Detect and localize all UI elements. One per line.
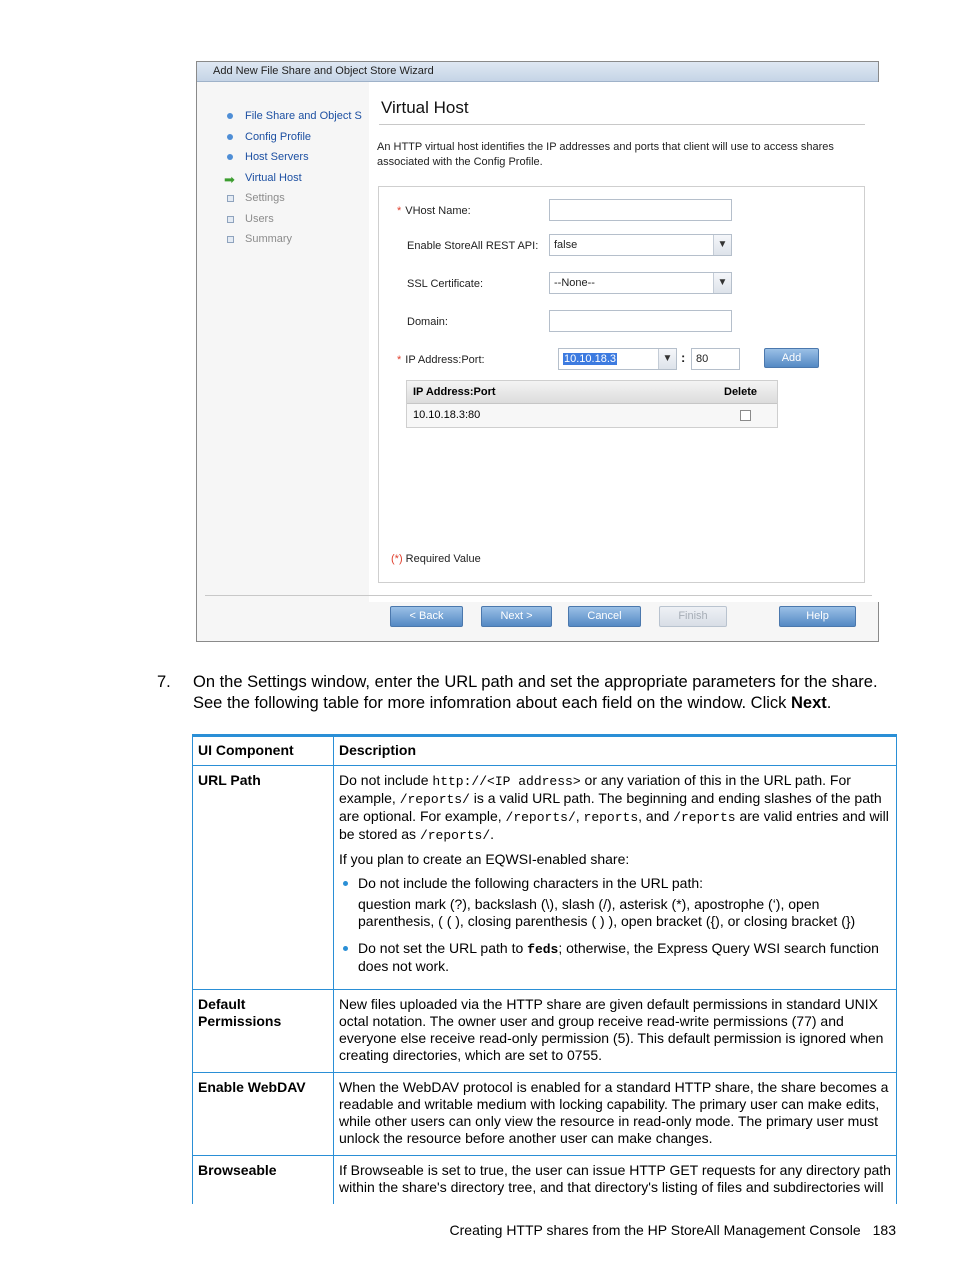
bullet-text: Do not include the following characters in the URL path:	[358, 875, 704, 891]
colon-separator: :	[681, 350, 686, 365]
url-path-paragraph-2: If you plan to create an EQWSI-enabled share:	[339, 851, 630, 867]
ipport-label-text: IP Address:Port:	[405, 354, 485, 366]
rest-api-label: Enable StoreAll REST API:	[407, 240, 539, 252]
nav-item-summary	[221, 229, 371, 250]
ssl-value: --None--	[554, 277, 595, 289]
bullet-item-1	[339, 875, 891, 930]
code: /reports	[673, 810, 736, 825]
text: or any variation of this in the URL path. For example,	[339, 772, 851, 806]
ipport-label	[397, 354, 485, 366]
rest-api-select[interactable]	[549, 234, 732, 256]
code: /reports/	[399, 792, 470, 807]
code: /reports/	[419, 828, 491, 843]
header-ui-component: UI Component	[193, 736, 334, 766]
ip-address-select[interactable]	[558, 348, 677, 370]
nav-label: Virtual Host	[245, 171, 302, 184]
code: feds	[527, 942, 559, 957]
vhost-label	[397, 205, 471, 217]
intro-text: An HTTP virtual host identifies the IP addresses and ports that client will use to access shares associated with the Config Profile.	[377, 141, 834, 168]
page-title: Virtual Host	[381, 98, 469, 117]
vhost-label-text: VHost Name:	[405, 205, 471, 217]
table-row-enable-webdav	[193, 1073, 897, 1156]
square-icon	[227, 195, 234, 202]
bullet-subtext: question mark (?), backslash (\), slash (/), asterisk (*), apostrophe (‘), open parenthesis, ( ( ), closing parenthesis ( ) ), open bracket ({), or closing bracket (})	[358, 896, 856, 929]
required-note-mark: (*)	[391, 553, 403, 565]
ssl-label: SSL Certificate:	[407, 278, 484, 290]
nav-label: File Share and Object S	[245, 110, 362, 122]
required-mark: *	[397, 354, 402, 366]
code: /reports/	[505, 810, 576, 825]
nav-item-host-servers[interactable]	[221, 147, 371, 168]
description-enable-webdav: When the WebDAV protocol is enabled for a standard HTTP share, the share becomes a readable and writable medium with locking capability. The primary user can make edits, while other users can only view the resource in read-only mode. The primary user must unlock the resource before another user can make changes.	[334, 1073, 897, 1156]
chevron-down-icon[interactable]: ▼	[713, 235, 731, 255]
form-panel	[378, 186, 865, 583]
cancel-button[interactable]: Cancel	[568, 606, 641, 627]
nav-label: Config Profile	[245, 130, 312, 143]
domain-label: Domain:	[407, 316, 448, 328]
component-browseable: Browseable	[193, 1156, 334, 1205]
bullet-icon	[227, 154, 233, 160]
text: are valid entries and will be stored as	[339, 808, 889, 842]
nav-item-file-share[interactable]	[221, 106, 371, 127]
ip-value: 10.10.18.3	[564, 353, 616, 365]
domain-input[interactable]	[549, 310, 732, 332]
code: http://<IP address>	[432, 774, 581, 789]
code: reports	[583, 810, 639, 825]
table-row	[407, 404, 777, 427]
page-number: 183	[872, 1222, 896, 1238]
nav-label: Summary	[245, 233, 293, 245]
chevron-down-icon[interactable]: ▼	[713, 273, 731, 293]
step-text	[193, 672, 903, 714]
nav-label: Host Servers	[245, 151, 309, 163]
wizard-window	[196, 61, 879, 642]
table-row-url-path	[193, 766, 897, 990]
help-button[interactable]: Help	[779, 606, 856, 627]
required-note-text: Required Value	[405, 553, 481, 565]
rest-api-value: false	[554, 239, 578, 251]
wizard-nav	[221, 106, 371, 250]
nav-item-virtual-host[interactable]	[221, 168, 371, 189]
ssl-certificate-select[interactable]	[549, 272, 732, 294]
component-url-path: URL Path	[193, 766, 334, 990]
square-icon	[227, 216, 234, 223]
bullet-text: ; otherwise, the Express Query WSI search function does not work.	[358, 940, 879, 974]
next-button[interactable]: Next >	[481, 606, 552, 627]
footer-title: Creating HTTP shares from the HP StoreAll Management Console	[449, 1222, 861, 1238]
nav-item-config-profile[interactable]	[221, 127, 371, 148]
text: Do not include	[339, 772, 433, 788]
text: is a valid URL path. The beginning and ending slashes of the path are optional. For example,	[339, 790, 882, 824]
divider	[379, 124, 865, 125]
component-default-permissions: Default Permissions	[193, 990, 334, 1073]
bullet-icon	[343, 946, 348, 951]
page-footer	[450, 1222, 896, 1238]
text: ,	[575, 808, 584, 824]
table-header	[407, 381, 777, 404]
wizard-content	[369, 82, 879, 602]
url-path-paragraph-1	[339, 772, 891, 844]
add-button[interactable]: Add	[764, 348, 819, 368]
required-note	[391, 553, 481, 565]
ipport-cell: 10.10.18.3:80	[413, 409, 481, 421]
ui-component-table	[192, 734, 897, 1204]
ip-port-table	[406, 380, 778, 428]
footer-divider	[205, 595, 872, 596]
delete-checkbox[interactable]	[740, 410, 751, 421]
nav-item-users	[221, 209, 371, 230]
bullet-item-2	[339, 940, 891, 975]
description-default-permissions: New files uploaded via the HTTP share are given default permissions in standard UNIX octal notation. The owner user and group receive read-write permissions (77) and everyone else receive read-only permission (5). This default permission is ignored when creating directories, which are set to 0755.	[334, 990, 897, 1073]
table-header-row	[193, 736, 897, 766]
column-header-ipport: IP Address:Port	[413, 386, 496, 398]
bullet-icon	[343, 881, 348, 886]
bullet-icon	[227, 113, 233, 119]
port-input[interactable]: 80	[691, 348, 740, 370]
step-text-end: .	[826, 694, 832, 712]
wizard-title: Add New File Share and Object Store Wizard	[197, 62, 878, 82]
bullet-text: Do not set the URL path to	[358, 940, 528, 956]
step-text-main: On the Settings window, enter the URL path and set the appropriate parameters for the share. See the following table for more infomration about each field on the window. Click	[193, 673, 878, 712]
text: .	[490, 826, 495, 842]
table-row-browseable	[193, 1156, 897, 1205]
nav-label: Users	[245, 212, 274, 225]
table-row-default-permissions	[193, 990, 897, 1073]
back-button[interactable]: < Back	[390, 606, 463, 627]
nav-item-settings	[221, 188, 371, 209]
description-url-path	[334, 766, 897, 990]
vhost-name-input[interactable]	[549, 199, 732, 221]
required-mark: *	[397, 205, 402, 217]
finish-button: Finish	[659, 606, 727, 627]
column-header-delete: Delete	[724, 386, 758, 398]
square-icon	[227, 236, 234, 243]
nav-label: Settings	[245, 192, 285, 204]
green-arrow-icon: ➡	[224, 171, 235, 187]
text: , and	[638, 808, 674, 824]
step-text-bold: Next	[791, 694, 827, 712]
description-browseable: If Browseable is set to true, the user can issue HTTP GET requests for any directory path within the share's directory tree, and that directory's listing of files and subdirectories will	[334, 1156, 897, 1205]
chevron-down-icon[interactable]: ▼	[658, 349, 676, 369]
component-enable-webdav: Enable WebDAV	[193, 1073, 334, 1156]
header-description: Description	[334, 736, 897, 766]
step-number: 7.	[157, 673, 171, 691]
bullet-icon	[227, 134, 233, 140]
